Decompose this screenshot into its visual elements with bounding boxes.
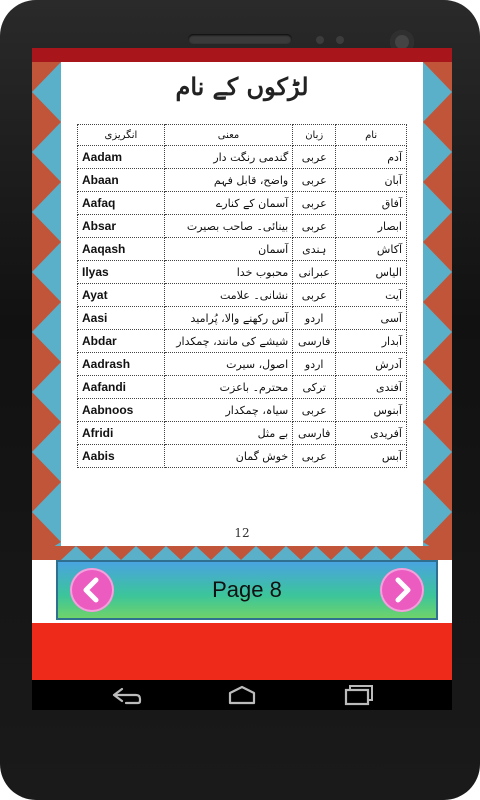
screen — [32, 48, 452, 710]
language: عربی — [293, 192, 336, 215]
meaning: سیاہ، چمکدار — [164, 399, 292, 422]
page-navigation-bar — [56, 560, 438, 620]
urdu-name: آیت — [336, 284, 407, 307]
decorative-border-bottom — [32, 546, 452, 560]
meaning: واضح، قابل فہم — [164, 169, 292, 192]
chevron-right-icon — [380, 568, 424, 612]
english-name: Aadrash — [78, 353, 165, 376]
table-row — [78, 261, 407, 284]
page-indicator: Page 8 — [212, 577, 282, 602]
table-row — [78, 146, 407, 169]
table-row — [78, 376, 407, 399]
table-row — [78, 307, 407, 330]
urdu-name: آفاق — [336, 192, 407, 215]
printed-page-number: 12 — [234, 526, 250, 540]
english-name: Abdar — [78, 330, 165, 353]
home-icon[interactable] — [220, 680, 264, 710]
urdu-name: آدم — [336, 146, 407, 169]
language: فارسی — [293, 422, 336, 445]
status-bar — [32, 48, 452, 62]
english-name: Aadam — [78, 146, 165, 169]
english-name: Aabis — [78, 445, 165, 468]
table-row — [78, 353, 407, 376]
sensor-dot — [316, 36, 324, 44]
meaning: بینائی۔ صاحب بصیرت — [164, 215, 292, 238]
decorative-border-right — [423, 62, 452, 560]
urdu-name: آبان — [336, 169, 407, 192]
english-name: Aaqash — [78, 238, 165, 261]
urdu-name: آفریدی — [336, 422, 407, 445]
english-name: Afridi — [78, 422, 165, 445]
meaning: بے مثل — [164, 422, 292, 445]
urdu-name: آبدار — [336, 330, 407, 353]
header-english: انگریزی — [78, 125, 165, 146]
urdu-name: الیاس — [336, 261, 407, 284]
english-name: Ayat — [78, 284, 165, 307]
table-header-row — [78, 125, 407, 146]
language: اردو — [293, 307, 336, 330]
earpiece-speaker — [188, 34, 292, 44]
meaning: نشانی۔ علامت — [164, 284, 292, 307]
chevron-left-icon — [70, 568, 114, 612]
language: اردو — [293, 353, 336, 376]
english-name: Aafandi — [78, 376, 165, 399]
meaning: محترم۔ باعزت — [164, 376, 292, 399]
language: عربی — [293, 215, 336, 238]
english-name: Aabnoos — [78, 399, 165, 422]
table-row — [78, 192, 407, 215]
english-name: Aasi — [78, 307, 165, 330]
english-name: Abaan — [78, 169, 165, 192]
english-name: Ilyas — [78, 261, 165, 284]
names-table — [77, 124, 407, 468]
language: عبرانی — [293, 261, 336, 284]
meaning: گندمی رنگت دار — [164, 146, 292, 169]
sensor-dot — [336, 36, 344, 44]
urdu-name: آکاش — [336, 238, 407, 261]
header-language: زبان — [293, 125, 336, 146]
table-row — [78, 238, 407, 261]
meaning: شیشے کی مانند، چمکدار — [164, 330, 292, 353]
table-row — [78, 330, 407, 353]
language: ترکی — [293, 376, 336, 399]
phone-top-bezel — [0, 0, 480, 50]
ad-banner-area — [32, 623, 452, 680]
previous-page-button[interactable] — [70, 568, 114, 612]
meaning: آسمان کے کنارے — [164, 192, 292, 215]
header-name: نام — [336, 125, 407, 146]
table-row — [78, 169, 407, 192]
names-sheet — [61, 62, 423, 546]
recent-apps-icon[interactable] — [334, 680, 378, 710]
language: عربی — [293, 284, 336, 307]
meaning: محبوب خدا — [164, 261, 292, 284]
language: ہندی — [293, 238, 336, 261]
english-name: Absar — [78, 215, 165, 238]
page-title: لڑکوں کے نام — [175, 72, 309, 101]
language: فارسی — [293, 330, 336, 353]
urdu-name: ابصار — [336, 215, 407, 238]
meaning: خوش گمان — [164, 445, 292, 468]
urdu-name: آفندی — [336, 376, 407, 399]
urdu-name: آسی — [336, 307, 407, 330]
next-page-button[interactable] — [380, 568, 424, 612]
meaning: اصول، سیرت — [164, 353, 292, 376]
language: عربی — [293, 399, 336, 422]
table-row — [78, 284, 407, 307]
back-icon[interactable] — [104, 680, 148, 710]
meaning: آس رکھنے والا، پُرامید — [164, 307, 292, 330]
table-row — [78, 445, 407, 468]
urdu-name: آدرش — [336, 353, 407, 376]
english-name: Aafaq — [78, 192, 165, 215]
language: عربی — [293, 445, 336, 468]
language: عربی — [293, 146, 336, 169]
table-row — [78, 399, 407, 422]
urdu-name: آبس — [336, 445, 407, 468]
table-row — [78, 422, 407, 445]
urdu-name: آبنوس — [336, 399, 407, 422]
meaning: آسمان — [164, 238, 292, 261]
header-meaning: معنی — [164, 125, 292, 146]
table-row — [78, 215, 407, 238]
language: عربی — [293, 169, 336, 192]
system-navigation-bar — [32, 680, 452, 710]
book-page-image — [32, 62, 452, 560]
decorative-border-left — [32, 62, 61, 560]
